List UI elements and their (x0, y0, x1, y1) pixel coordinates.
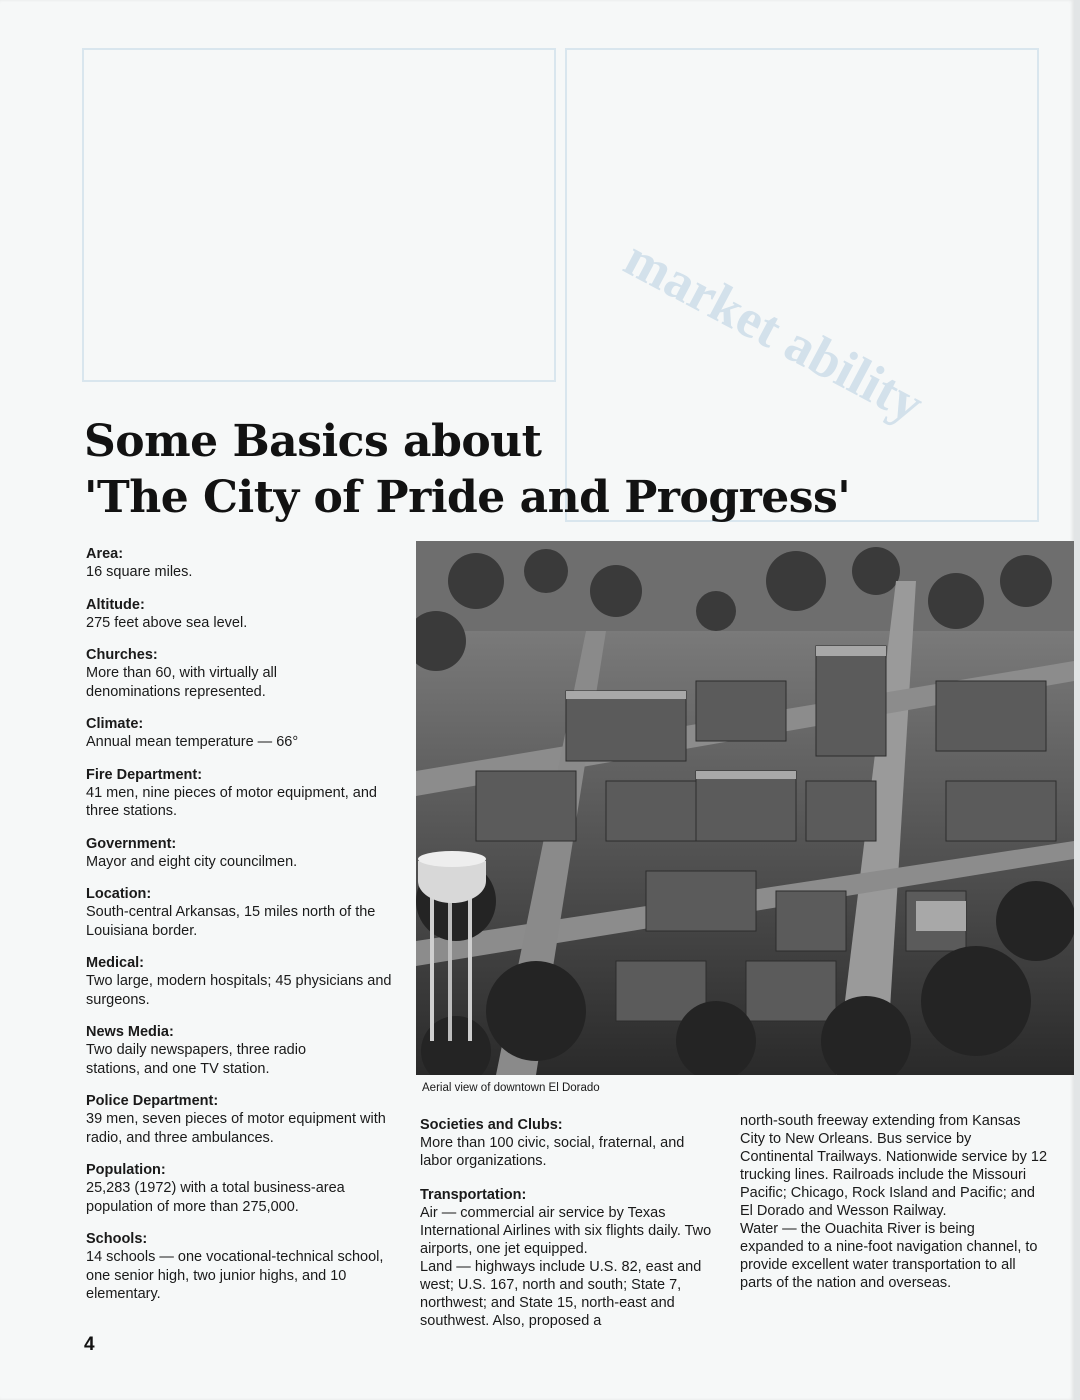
aerial-photo (416, 541, 1074, 1075)
fact-altitude (86, 596, 416, 633)
fact-text: More than 60, with virtually all denominations represented. (86, 665, 277, 700)
bleed-through-box-left (82, 48, 556, 382)
fact-area (86, 545, 416, 582)
fact-text: Two daily newspapers, three radio stations, and one TV station. (86, 1042, 307, 1077)
fact-text: South-central Arkansas, 15 miles north of the Louisiana border. (86, 904, 376, 939)
fact-text: Two large, modern hospitals; 45 physicians and surgeons. (86, 973, 392, 1008)
page-title (84, 414, 850, 526)
transportation-label: Transportation: (420, 1187, 527, 1203)
fact-label: Population: (86, 1162, 166, 1178)
fact-churches (86, 646, 416, 701)
fact-label: Altitude: (86, 596, 145, 613)
text-column-middle (420, 1116, 720, 1330)
fact-text: 39 men, seven pieces of motor equipment with radio, and three ambulances. (86, 1111, 386, 1146)
fact-text: 14 schools — one vocational-technical school, one senior high, two junior highs, and 10 elementary. (86, 1249, 384, 1302)
fact-label: Area: (86, 546, 124, 562)
fact-text: 25,283 (1972) with a total business-area population of more than 275,000. (86, 1180, 345, 1215)
facts-column (86, 545, 416, 1318)
fact-text: 16 square miles. (86, 564, 193, 580)
societies-label: Societies and Clubs: (420, 1117, 563, 1133)
fact-label: Government: (86, 835, 177, 852)
fact-location (86, 885, 416, 940)
fact-police-department (86, 1092, 416, 1147)
fact-label: Medical: (86, 955, 145, 971)
fact-news-media (86, 1023, 416, 1078)
fact-medical (86, 954, 416, 1009)
fact-schools (86, 1230, 416, 1304)
fact-population (86, 1161, 416, 1216)
fact-label: News Media: (86, 1024, 174, 1040)
fact-text: 41 men, nine pieces of motor equipment, and three stations. (86, 784, 377, 819)
fact-text: 275 feet above sea level. (86, 614, 248, 631)
text-column-right (740, 1112, 1050, 1292)
transportation-land-part1: Land — highways include U.S. 82, east and west; U.S. 167, north and south; State 7, northwest; and State 15, north-east and southwest. Also, proposed a (420, 1259, 702, 1329)
title-line-1: Some Basics about (84, 416, 542, 467)
fact-fire-department (86, 766, 416, 821)
fact-label: Location: (86, 886, 152, 902)
transportation-land-part2: north-south freeway extending from Kansas City to New Orleans. Bus service by Continental Trailways. Nationwide service by 12 trucking lines. Railroads include the Missouri Pacific; Chicago, Rock Island and Pacific; and El Dorado and Wesson Railway. (740, 1113, 1048, 1219)
page-number: 4 (84, 1334, 95, 1355)
fact-government (86, 835, 416, 872)
fact-label: Churches: (86, 647, 158, 663)
title-line-2: 'The City of Pride and Progress' (84, 472, 851, 523)
fact-text: Annual mean temperature — 66° (86, 734, 299, 750)
fact-label: Fire Department: (86, 766, 203, 783)
photo-caption: Aerial view of downtown El Dorado (422, 1082, 600, 1094)
transportation-water: Water — the Ouachita River is being expanded to a nine-foot navigation channel, to provide excellent water transportation to all parts of the nation and overseas. (740, 1221, 1038, 1291)
fact-climate (86, 715, 416, 752)
societies-text: More than 100 civic, social, fraternal, and labor organizations. (420, 1135, 685, 1169)
fact-label: Police Department: (86, 1093, 219, 1109)
transportation-air: Air — commercial air service by Texas International Airlines with six flights daily. Two airports, one jet equipped. (420, 1205, 712, 1257)
spacer (420, 1170, 720, 1186)
fact-text: Mayor and eight city councilmen. (86, 853, 298, 870)
bleed-through-lettering: market ability (615, 227, 934, 435)
aerial-photo-drawing (416, 541, 1074, 1075)
fact-label: Climate: (86, 716, 144, 732)
fact-label: Schools: (86, 1231, 148, 1247)
